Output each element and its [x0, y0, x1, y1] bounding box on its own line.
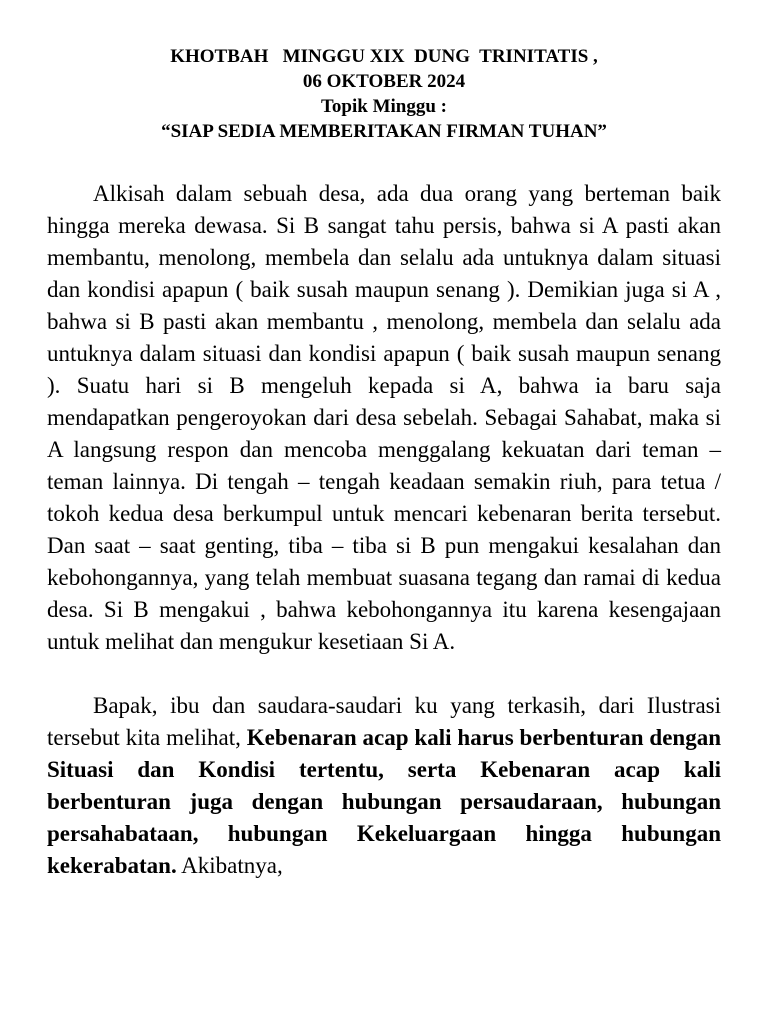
sermon-header: [47, 44, 721, 144]
topic-label: Topik Minggu :: [320, 96, 447, 117]
sermon-title: KHOTBAH MINGGU XIX DUNG TRINITATIS ,: [170, 46, 598, 67]
document-page: [47, 44, 721, 882]
topic-title: “SIAP SEDIA MEMBERITAKAN FIRMAN TUHAN”: [161, 121, 607, 142]
paragraph-intro-text: Bapak, ibu dan saudara-saudari ku yang terkasih, dari Ilustrasi tersebut kita melihat,: [47, 693, 721, 750]
sermon-date: 06 OKTOBER 2024: [302, 71, 466, 92]
paragraph-illustration: Alkisah dalam sebuah desa, ada dua orang yang berteman baik hingga mereka dewasa. Si B sangat tahu persis, bahwa si A pasti akan membantu, menolong, membela dan selalu ada untuknya dalam situasi dan kondisi apapun ( baik susah maupun senang ). Demikian juga si A , bahwa si B pasti akan membantu , menolong, membela dan selalu ada untuknya dalam situasi dan kondisi apapun ( baik susah maupun senang ). Suatu hari si B mengeluh kepada si A, bahwa ia baru saja mendapatkan pengeroyokan dari desa sebelah. Sebagai Sahabat, maka si A langsung respon dan mencoba menggalang kekuatan dari teman – teman lainnya. Di tengah – tengah keadaan semakin riuh, para tetua / tokoh kedua desa berkumpul untuk mencari kebenaran berita tersebut. Dan saat – saat genting, tiba – tiba si B pun mengakui kesalahan dan kebohongannya, yang telah membuat suasana tegang dan ramai di kedua desa. Si B mengakui , bahwa kebohongannya itu karena kesengajaan untuk melihat dan mengukur kesetiaan Si A.: [47, 181, 721, 654]
paragraph-bold-emphasis: Kebenaran acap kali harus berbenturan dengan Situasi dan Kondisi tertentu, serta Kebenaran acap kali berbenturan juga dengan hubungan persaudaraan, hubungan persahabataan, hubungan Kekeluargaan hingga hubungan kekerabatan.: [47, 725, 721, 878]
paragraph-reflection: [47, 690, 721, 882]
paragraph-trailing-text: Akibatnya,: [176, 853, 283, 878]
